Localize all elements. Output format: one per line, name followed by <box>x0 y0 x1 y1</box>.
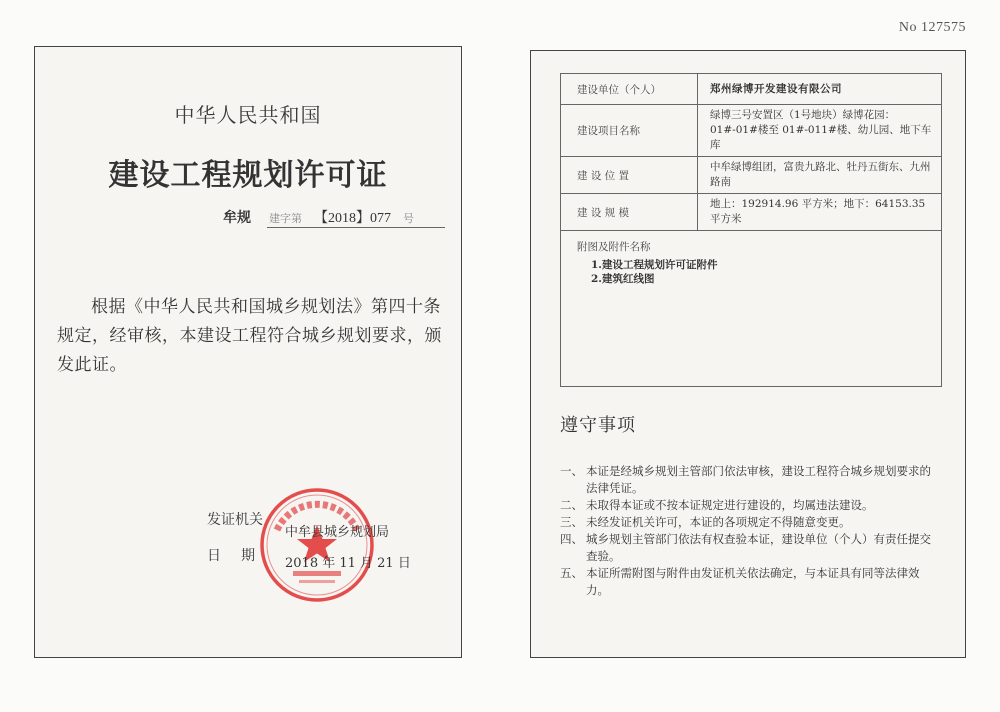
table-row <box>561 105 942 157</box>
attachments-row <box>561 231 942 387</box>
list-item <box>560 497 940 514</box>
notice-number: 一、 <box>560 464 583 478</box>
attachments-title: 附图及附件名称 <box>577 241 651 253</box>
serial-number: No 127575 <box>898 20 966 35</box>
notice-title: 遵守事项 <box>560 415 636 436</box>
issuer-value: 中牟县城乡规划局 <box>285 525 390 540</box>
list-item <box>560 565 940 599</box>
notice-text: 城乡规划主管部门依法有权查验本证，建设单位（个人）有责任提交查验。 <box>586 532 931 563</box>
number-suffix: 号 <box>403 212 414 225</box>
table-row <box>561 74 942 105</box>
row-label: 建 设 规 模 <box>561 194 698 231</box>
number-value: 【2018】077 <box>314 211 391 226</box>
notice-number: 四、 <box>560 532 583 546</box>
notice-number: 五、 <box>560 566 583 580</box>
row-label: 建设单位（个人） <box>561 74 698 105</box>
certificate-number <box>223 207 414 227</box>
row-value: 绿博三号安置区（1号地块）绿博花园：01#-01#楼至 01#-011#楼、幼儿园、地下车库 <box>698 105 942 157</box>
row-value: 地上：192914.96 平方米；地下：64153.35 平方米 <box>698 194 942 231</box>
number-mid: 建字第 <box>269 212 302 225</box>
certificate-body-text: 根据《中华人民共和国城乡规划法》第四十条规定，经审核，本建设工程符合城乡规划要求，颁发此证。 <box>57 297 442 375</box>
notice-text: 本证是经城乡规划主管部门依法审核，建设工程符合城乡规划要求的法律凭证。 <box>586 464 931 495</box>
notice-number: 二、 <box>560 498 583 512</box>
table-row <box>561 157 942 194</box>
row-value: 郑州绿博开发建设有限公司 <box>698 74 942 105</box>
number-underline <box>267 227 445 228</box>
date-value: 2018 年 11 月 21 日 <box>285 556 411 571</box>
certificate-title: 建设工程规划许可证 <box>108 158 388 193</box>
certificate-details-panel <box>530 50 966 658</box>
number-prefix: 牟规 <box>223 210 251 226</box>
notice-text: 未经发证机关许可，本证的各项规定不得随意变更。 <box>586 515 851 529</box>
attachment-item: 1.建设工程规划许可证附件 <box>591 259 718 271</box>
notice-list <box>560 463 940 599</box>
official-seal-stamp <box>257 485 377 605</box>
list-item <box>560 463 940 497</box>
list-item <box>560 531 940 565</box>
date-label: 日期 <box>207 548 275 564</box>
issuer-label: 发证机关 <box>207 512 263 528</box>
list-item <box>560 514 940 531</box>
notice-number: 三、 <box>560 515 583 529</box>
row-value: 中牟绿博组团，富贵九路北、牡丹五街东、九州路南 <box>698 157 942 194</box>
row-label: 建设项目名称 <box>561 105 698 157</box>
certificate-cover-panel <box>34 46 462 658</box>
country-name: 中华人民共和国 <box>174 103 322 127</box>
row-label: 建 设 位 置 <box>561 157 698 194</box>
attachments-cell <box>561 231 942 387</box>
attachment-item: 2.建筑红线图 <box>591 273 655 285</box>
project-info-table <box>560 73 942 387</box>
notice-text: 本证所需附图与附件由发证机关依法确定，与本证具有同等法律效力。 <box>586 566 920 597</box>
table-row <box>561 194 942 231</box>
notice-text: 未取得本证或不按本证规定进行建设的，均属违法建设。 <box>586 498 874 512</box>
